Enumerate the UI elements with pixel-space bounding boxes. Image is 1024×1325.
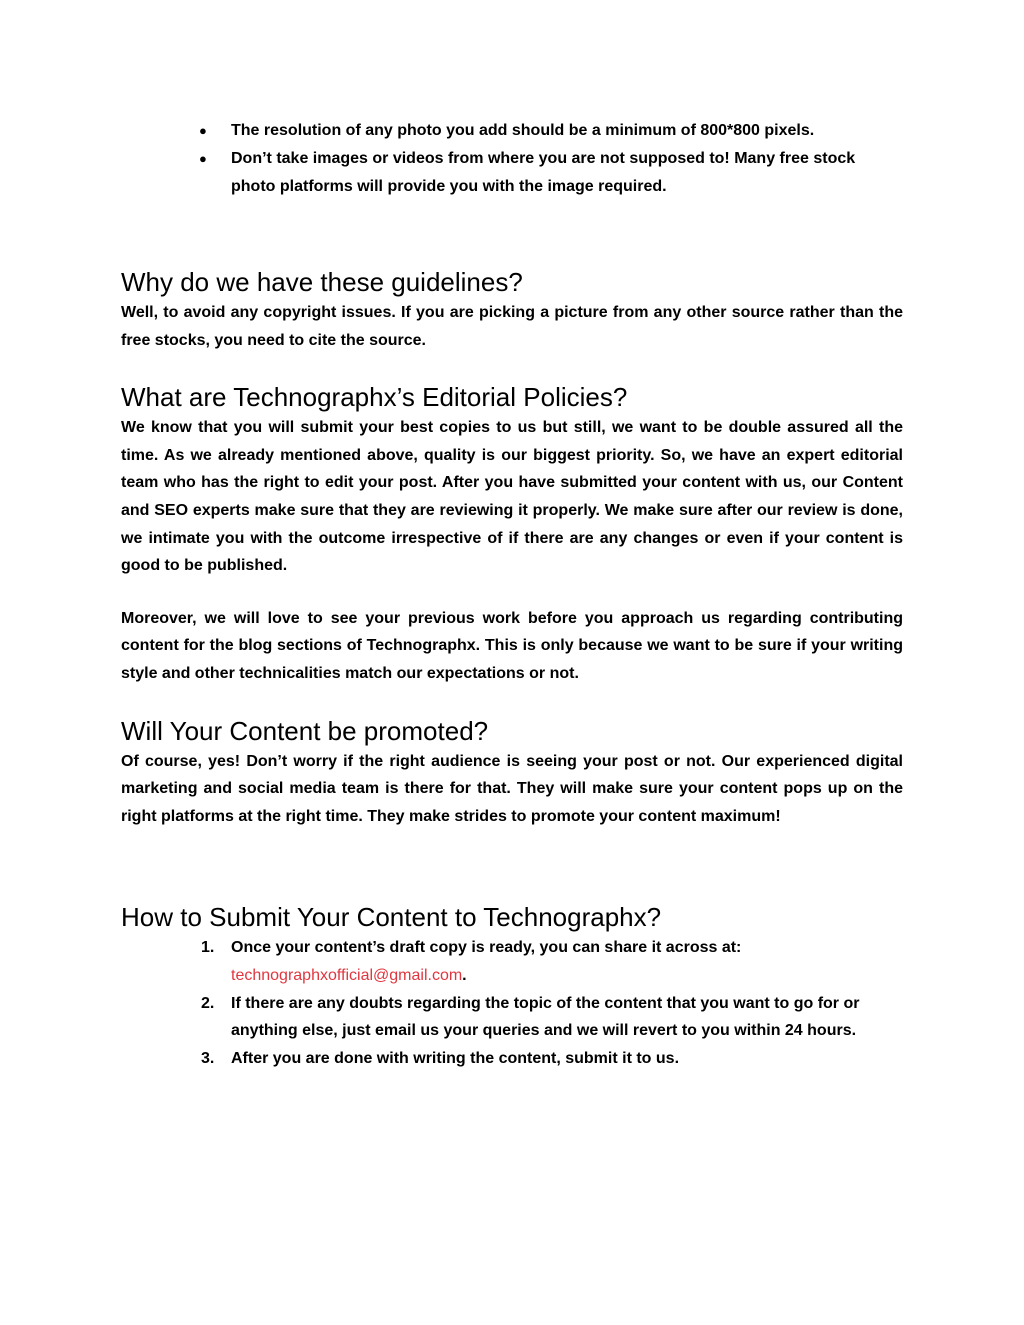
bullet-marker: ● bbox=[199, 123, 207, 138]
list-item bbox=[199, 117, 903, 145]
step-number: 3. bbox=[201, 1049, 215, 1067]
section-heading-why: Why do we have these guidelines? bbox=[121, 267, 523, 297]
step-text: If there are any doubts regarding the topic of the content that you want to go for or anything else, just email us your queries and we will revert to you within 24 hours. bbox=[231, 994, 860, 1040]
bullet-marker: ● bbox=[199, 151, 207, 166]
section-heading-submit: How to Submit Your Content to Technographx? bbox=[121, 902, 662, 933]
section-body-policies-2: Moreover, we will love to see your previous work before you approach us regarding contributing content for the blog sections of Technographx. This is only because we want to be sure if your writing style and other technicalities match our expectations or not. bbox=[121, 609, 903, 682]
section-body-promoted: Of course, yes! Don’t worry if the right audience is seeing your post or not. Our experienced digital marketing and social media team is there for that. They will make sure your content pops up on the right platforms at the right time. They make strides to promote your content maximum! bbox=[121, 752, 903, 825]
section-heading-promoted: Will Your Content be promoted? bbox=[121, 715, 489, 746]
step-text: Once your content’s draft copy is ready, you can share it across at: bbox=[231, 939, 742, 957]
list-item bbox=[201, 990, 903, 1045]
list-item bbox=[199, 145, 903, 201]
section-body-why: Well, to avoid any copyright issues. If you are picking a picture from any other source rather than the free stocks, you need to cite the source. bbox=[121, 304, 903, 349]
list-item bbox=[201, 934, 903, 989]
step-text: After you are done with writing the content, submit it to us. bbox=[231, 1049, 680, 1067]
list-item-text: Don’t take images or videos from where you are not supposed to! Many free stock photo platforms will provide you with the image required. bbox=[231, 150, 856, 195]
step-suffix: . bbox=[462, 966, 467, 984]
step-number: 2. bbox=[201, 994, 215, 1012]
document-content bbox=[121, 117, 903, 1072]
list-item bbox=[201, 1045, 903, 1073]
submit-steps-list bbox=[121, 934, 903, 1072]
photo-guidelines-list bbox=[121, 117, 903, 201]
email-link[interactable]: technographxofficial@gmail.com bbox=[231, 966, 463, 984]
section-heading-policies: What are Technographx’s Editorial Policies? bbox=[121, 382, 628, 413]
section-body-policies: We know that you will submit your best copies to us but still, we want to be double assured all the time. As we already mentioned above, quality is our biggest priority. So, we have an expert editorial team who has the right to edit your post. After you have submitted your content with us, our Content and SEO experts make sure that they are reviewing it properly. We make sure after our review is done, we intimate you with the outcome irrespective of if there are any changes or even if your content is good to be published. bbox=[121, 419, 903, 575]
list-item-text: The resolution of any photo you add should be a minimum of 800*800 pixels. bbox=[231, 122, 815, 139]
step-number: 1. bbox=[201, 939, 215, 957]
